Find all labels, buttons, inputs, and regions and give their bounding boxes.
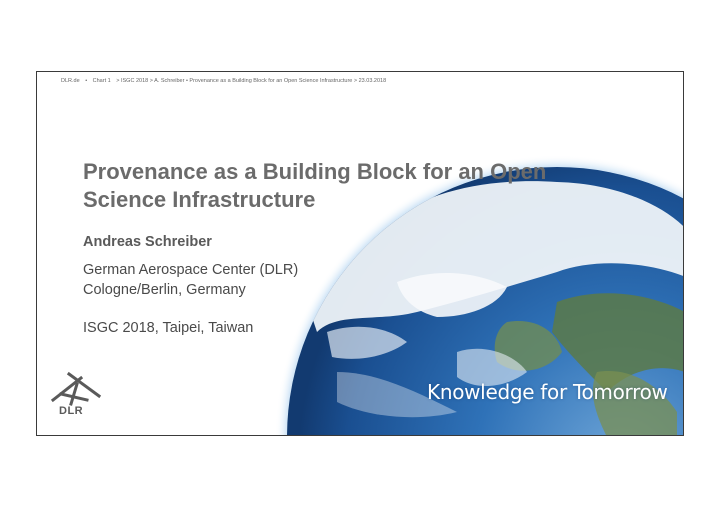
breadcrumb (61, 78, 390, 84)
header-separator: • (85, 78, 88, 84)
affiliation-line-2: Cologne/Berlin, Germany (83, 282, 246, 298)
slide-title: Provenance as a Building Block for an Open Science Infrastructure (83, 159, 547, 212)
header-site: DLR.de (61, 78, 80, 84)
slide-frame (36, 71, 684, 436)
author-name: Andreas Schreiber (83, 234, 212, 250)
logo-text: DLR (59, 405, 84, 417)
header-chart: Chart 1 (92, 78, 111, 84)
affiliation-line-1: German Aerospace Center (DLR) (83, 262, 299, 278)
tagline: Knowledge for Tomorrow (427, 380, 668, 404)
affiliation (83, 260, 298, 300)
event-info: ISGC 2018, Taipei, Taiwan (83, 320, 254, 336)
header-trail: > ISGC 2018 > A. Schreiber • Provenance as a Building Block for an Open Science Infrastructure > 23.03.2018 (116, 78, 387, 84)
